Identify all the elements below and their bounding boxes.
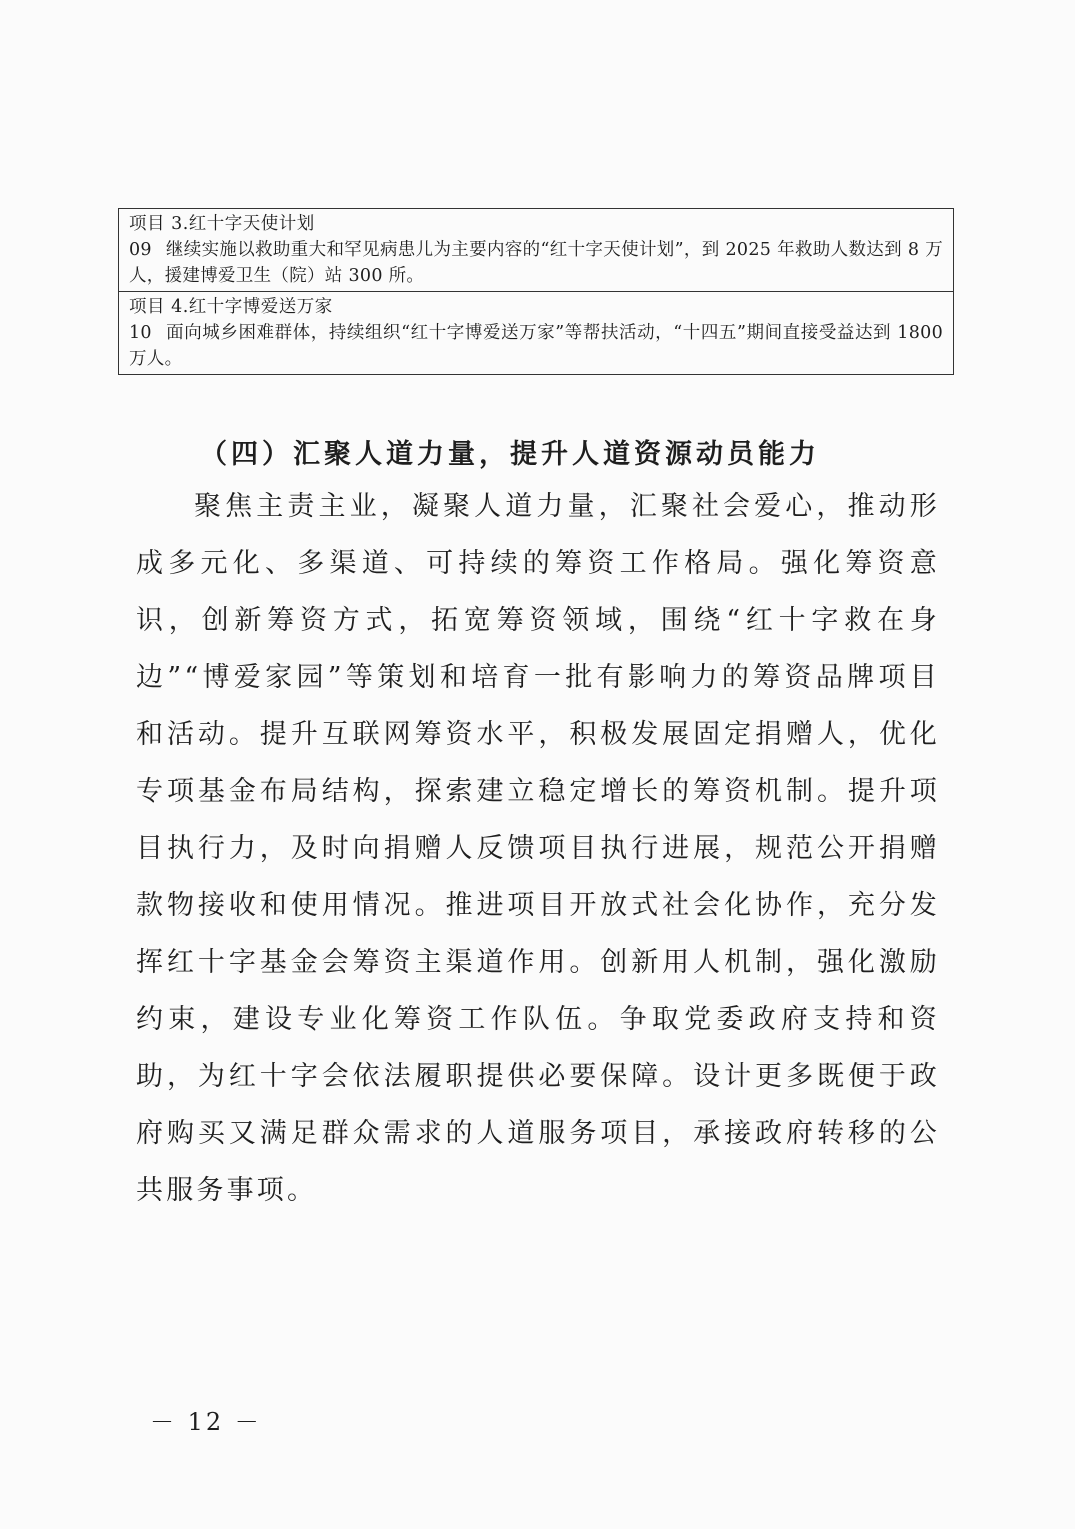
project-description bbox=[129, 320, 943, 372]
project-title: 项目 3.红十字天使计划 bbox=[129, 214, 315, 234]
project-box-table bbox=[118, 208, 954, 375]
project-description bbox=[129, 237, 943, 289]
project-text: 面向城乡困难群体，持续组织“红十字博爱送万家”等帮扶活动，“十四五”期间直接受益达到 1800 万人。 bbox=[129, 323, 943, 369]
body-paragraph: 聚焦主责主业，凝聚人道力量，汇聚社会爱心，推动形成多元化、多渠道、可持续的筹资工作格局。强化筹资意识，创新筹资方式，拓宽筹资领域，围绕“红十字救在身边”“博爱家园”等策划和培育一批有影响力的筹资品牌项目和活动。提升互联网筹资水平，积极发展固定捐赠人，优化专项基金布局结构，探索建立稳定增长的筹资机制。提升项目执行力，及时向捐赠人反馈项目执行进展，规范公开捐赠款物接收和使用情况。推进项目开放式社会化协作，充分发挥红十字基金会筹资主渠道作用。创新用人机制，强化激励约束，建设专业化筹资工作队伍。争取党委政府支持和资助，为红十字会依法履职提供必要保障。设计更多既便于政府购买又满足群众需求的人道服务项目，承接政府转移的公共服务事项。 bbox=[136, 491, 940, 1206]
project-text: 继续实施以救助重大和罕见病患儿为主要内容的“红十字天使计划”，到 2025 年救助人数达到 8 万人，援建博爱卫生（院）站 300 所。 bbox=[129, 240, 943, 286]
project-row bbox=[119, 209, 953, 291]
project-title: 项目 4.红十字博爱送万家 bbox=[129, 297, 333, 317]
project-number: 09 bbox=[129, 240, 152, 260]
project-number: 10 bbox=[129, 323, 152, 343]
project-row bbox=[119, 291, 953, 374]
section-heading: （四）汇聚人道力量，提升人道资源动员能力 bbox=[200, 439, 820, 470]
page-number: － 12 － bbox=[150, 1408, 262, 1436]
